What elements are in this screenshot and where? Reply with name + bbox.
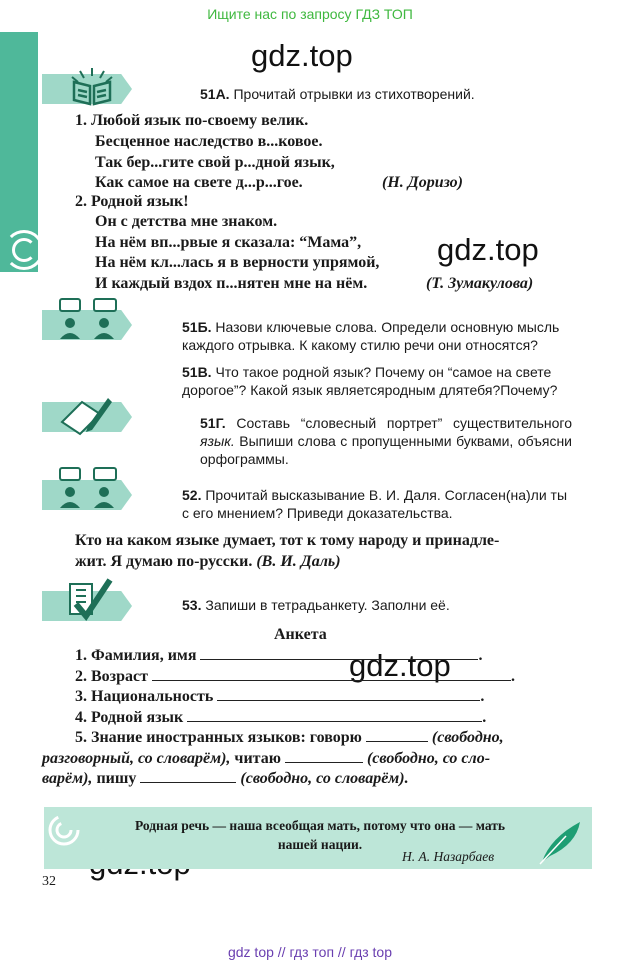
poem-line: Бесценное наследство в...ковое.	[95, 133, 323, 150]
watermark: gdz.top	[437, 232, 539, 267]
quote-text: Кто на каком языке думает, тот к тому народу и принадле-	[75, 532, 500, 549]
poem-line: Так бер...гите свой р...дной язык,	[95, 153, 335, 171]
quote-text-line2: жит. Я думаю по-русски. (В. И. Даль)	[75, 552, 341, 570]
blank-line[interactable]	[140, 770, 236, 783]
swirl-icon	[12, 238, 36, 262]
poem-line: 1. Любой язык по-своему велик.	[75, 112, 309, 129]
task-text: Составь “словесный портрет” существительного	[236, 415, 572, 431]
task-number: 52.	[182, 487, 202, 503]
task-51a-heading	[200, 85, 475, 103]
footer-links[interactable]: gdz top // гдз топ // гдз top	[227, 944, 393, 960]
task-number: 51А.	[200, 86, 230, 102]
swirl-icon	[46, 812, 82, 848]
poem-line: И каждый вздох п...нятен мне на нём.	[95, 274, 368, 292]
anketa-title: Анкета	[274, 626, 327, 643]
task-number: 51Г.	[200, 415, 226, 431]
dialog-icon	[54, 466, 124, 512]
poem-2-body	[95, 212, 379, 294]
anketa-item-5: 5. Знание иностранных языков: говорю (свободно, разговорный, со словарём), читаю (свободно, со сло- варём), пишу (свободно, со словарём).	[42, 729, 504, 788]
anketa-field[interactable]: 4. Родной язык .	[75, 708, 487, 726]
blank-line[interactable]	[285, 750, 363, 763]
anketa-field[interactable]: 3. Национальность .	[75, 688, 485, 706]
poem-author: (Т. Зумакулова)	[426, 275, 534, 292]
task-number: 51В.	[182, 364, 212, 380]
poem-line: 2. Родной язык!	[75, 193, 189, 210]
book-icon	[64, 64, 120, 108]
poem-line: Он с детства мне знаком.	[95, 213, 278, 230]
blank-line[interactable]	[366, 729, 428, 742]
task-emphasis: язык.	[200, 433, 235, 449]
anketa-field[interactable]: 2. Возраст .	[75, 667, 515, 685]
poem-1	[75, 111, 308, 132]
poem-author: (Н. Доризо)	[382, 174, 463, 191]
quote-author: Н. А. Назарбаев	[402, 849, 495, 864]
poem-line: На нём вп...рвые я сказала: “Мама”,	[95, 233, 362, 251]
poem-line: На нём кл...лась я в верности упрямой,	[95, 254, 380, 272]
anketa-field[interactable]: 1. Фамилия, имя .	[75, 647, 483, 664]
checkmark-icon	[64, 576, 120, 626]
task-text: Выпиши слова с пропущенными буквами, объясни орфограммы.	[200, 433, 573, 467]
poem-line: Как самое на свете д...р...гое.	[95, 174, 303, 192]
watermark: gdz.top	[251, 38, 353, 73]
task-text: Назови ключевые слова. Определи основную мысль каждого отрывка. К какому стилю речи они относятся?	[182, 319, 560, 353]
pen-icon	[58, 392, 118, 438]
task-number: 53.	[182, 597, 202, 613]
dialog-icon	[54, 297, 124, 343]
task-51v	[182, 363, 572, 399]
dal-quote	[75, 531, 573, 572]
task-52	[182, 486, 572, 522]
watermark: gdz.top	[349, 648, 451, 683]
poem-2	[75, 192, 189, 213]
task-text: Прочитай высказывание В. И. Даля. Согласен(на)ли ты с его мнением? Приведи доказательства.	[182, 487, 568, 521]
task-51b	[182, 318, 572, 354]
poem-1-body	[95, 132, 335, 194]
task-number: 51Б.	[182, 319, 212, 335]
page-number: 32	[42, 874, 56, 889]
task-text: Прочитай отрывки из стихотворений.	[233, 86, 475, 102]
top-banner[interactable]: Ищите нас по запросу ГДЗ ТОП	[207, 6, 413, 22]
task-53	[182, 596, 450, 614]
anketa-fields	[75, 646, 515, 728]
quote-author: (В. И. Даль)	[256, 552, 341, 570]
task-text: Что такое родной язык? Почему он “самое на свете дорогое”? Какой язык являетсяродным длятебя?Почему?	[182, 364, 558, 398]
task-51g	[200, 414, 572, 468]
quote-text: Родная речь — наша всеобщая мать, потому что она — мать нашей нации.	[134, 818, 506, 852]
task-text: Запиши в тетрадьанкету. Заполни её.	[205, 597, 450, 613]
